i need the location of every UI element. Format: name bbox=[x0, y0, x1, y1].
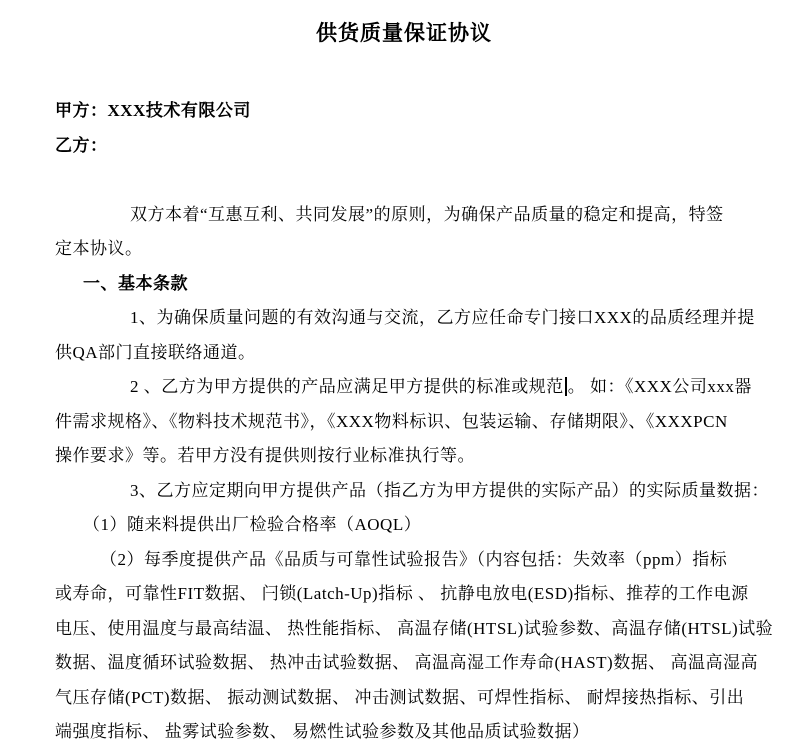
party-a-line[interactable]: 甲方：XXX技术有限公司 bbox=[55, 101, 251, 120]
clause-3-item-2-line-5[interactable]: 气压存储(PCT)数据、 振动测试数据、 冲击测试数据、可焊性指标、 耐焊接热指标、引出 bbox=[55, 687, 745, 707]
blank-line bbox=[0, 163, 808, 198]
clause-3-item-2-line-2[interactable]: 或寿命，可靠性FIT数据、 闩锁(Latch-Up)指标 、 抗静电放电(ESD)指标、推荐的工作电源 bbox=[55, 584, 749, 603]
clause-2-line-1[interactable] bbox=[0, 370, 808, 405]
clause-1-line-2[interactable]: 供QA部门直接联络通道。 bbox=[55, 342, 256, 362]
clause-2-line-2[interactable]: 件需求规格》、《物料技术规范书》，《XXX物料标识、包装运输、存储期限》、《XXXPCN bbox=[55, 411, 728, 431]
intro-line-1[interactable]: 双方本着“互惠互利、共同发展”的原则，为确保产品质量的稳定和提高，特签 bbox=[130, 204, 724, 224]
intro-line-2[interactable]: 定本协议。 bbox=[55, 239, 143, 258]
clause-3-item-2-line-3[interactable]: 电压、使用温度与最高结温、 热性能指标、 高温存储(HTSL)试验参数、高温存储(HTSL)试验 bbox=[55, 618, 774, 638]
clause-2-text-before-caret: 2 、乙方为甲方提供的产品应满足甲方提供的标准或规范 bbox=[130, 377, 564, 396]
clause-2-text-after-caret: 。 如：《XXX公司xxx器 bbox=[567, 377, 752, 396]
party-b-line[interactable]: 乙方： bbox=[55, 135, 108, 155]
document-title: 供货质量保证协议 bbox=[316, 21, 492, 45]
title-gap bbox=[0, 50, 808, 94]
clause-1-line-1[interactable]: 1、为确保质量问题的有效沟通与交流，乙方应任命专门接口XXX的品质经理并提 bbox=[130, 308, 755, 327]
text-cursor-caret bbox=[565, 377, 567, 396]
clause-3-item-2-line-1[interactable]: （2）每季度提供产品《品质与可靠性试验报告》（内容包括：失效率（ppm）指标 bbox=[100, 549, 728, 569]
clause-3-item-2-line-6[interactable]: 端强度指标、 盐雾试验参数、 易燃性试验参数及其他品质试验数据） bbox=[55, 722, 590, 741]
clause-3-item-2-line-4[interactable]: 数据、温度循环试验数据、 热冲击试验数据、 高温高湿工作寿命(HAST)数据、 高温高湿高 bbox=[55, 653, 758, 672]
clause-2-line-3[interactable]: 操作要求》等。若甲方没有提供则按行业标准执行等。 bbox=[55, 446, 475, 465]
clause-3-line-1[interactable]: 3、乙方应定期向甲方提供产品（指乙方为甲方提供的实际产品）的实际质量数据： bbox=[130, 480, 769, 500]
clause-3-item-1[interactable]: （1）随来料提供出厂检验合格率（AOQL） bbox=[83, 515, 422, 534]
section-1-heading[interactable]: 一、基本条款 bbox=[83, 273, 188, 293]
